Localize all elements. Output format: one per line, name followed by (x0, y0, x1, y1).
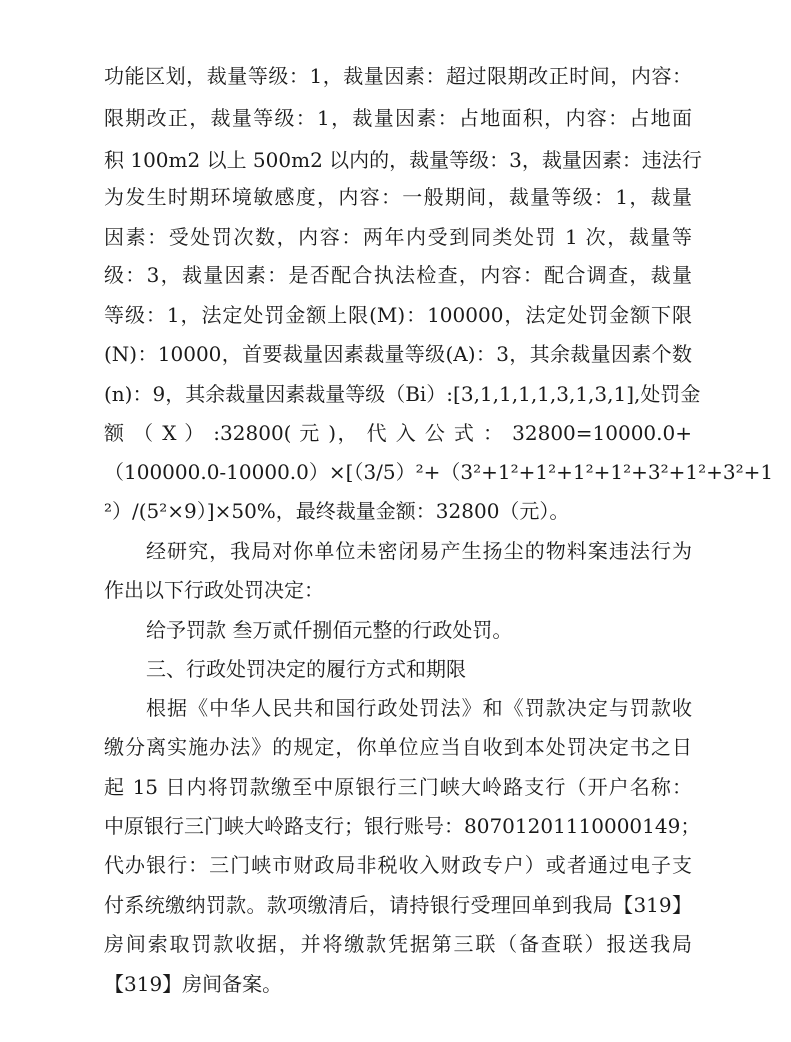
text-line: 功能区划，裁量等级：1，裁量因素：超过限期改正时间，内容： (104, 64, 692, 88)
text-line: (N)：10000，首要裁量因素裁量等级(A)：3，其余裁量因素个数 (104, 342, 692, 366)
text-line: 付系统缴纳罚款。款项缴清后，请持银行受理回单到我局【319】 (104, 893, 692, 917)
text-line: 【319】房间备案。 (104, 972, 283, 996)
text-line: 额 （ X ） :32800( 元 )， 代 入 公 式 ： 32800=10000.0+ (104, 421, 692, 445)
formula-line: （100000.0-10000.0）×[（3/5）²+（3²+1²+1²+1²+1²+3²+1²+3²+1 (104, 460, 774, 484)
text-line: 房间索取罚款收据，并将缴款凭据第三联（备查联）报送我局 (104, 932, 692, 956)
text-line: 积 100m2 以上 500m2 以内的，裁量等级：3，裁量因素：违法行 (104, 148, 702, 172)
text-line: 级：3，裁量因素：是否配合执法检查，内容：配合调查，裁量 (104, 263, 692, 287)
text-line: ²）/(5²×9）]×50%，最终裁量金额：32800（元）。 (104, 499, 570, 523)
text-line: 代办银行：三门峡市财政局非税收入财政专户）或者通过电子支 (104, 853, 692, 877)
paragraph-first-line: 根据《中华人民共和国行政处罚法》和《罚款决定与罚款收 (146, 696, 692, 720)
text-line: 限期改正，裁量等级：1，裁量因素：占地面积，内容：占地面 (104, 106, 692, 130)
text-line: 缴分离实施办法》的规定，你单位应当自收到本处罚决定书之日 (104, 735, 692, 759)
paragraph-first-line: 经研究，我局对你单位未密闭易产生扬尘的物料案违法行为 (146, 539, 692, 563)
section-heading: 三、行政处罚决定的履行方式和期限 (146, 657, 466, 681)
text-line: 因素：受处罚次数，内容：两年内受到同类处罚 1 次，裁量等 (104, 225, 692, 249)
text-line: 为发生时期环境敏感度，内容：一般期间，裁量等级：1，裁量 (104, 185, 692, 209)
penalty-decision: 给予罚款 叁万贰仟捌佰元整的行政处罚。 (146, 618, 513, 642)
text-line: 作出以下行政处罚决定： (104, 578, 324, 602)
text-line: 中原银行三门峡大岭路支行；银行账号：80701201110000149； (104, 814, 701, 838)
text-line: (n)：9，其余裁量因素裁量等级（Bi）:[3,1,1,1,1,3,1,3,1],处罚金 (104, 382, 701, 406)
text-line: 起 15 日内将罚款缴至中原银行三门峡大岭路支行（开户名称： (104, 775, 692, 799)
text-line: 等级：1，法定处罚金额上限(M)：100000，法定处罚金额下限 (104, 303, 692, 327)
